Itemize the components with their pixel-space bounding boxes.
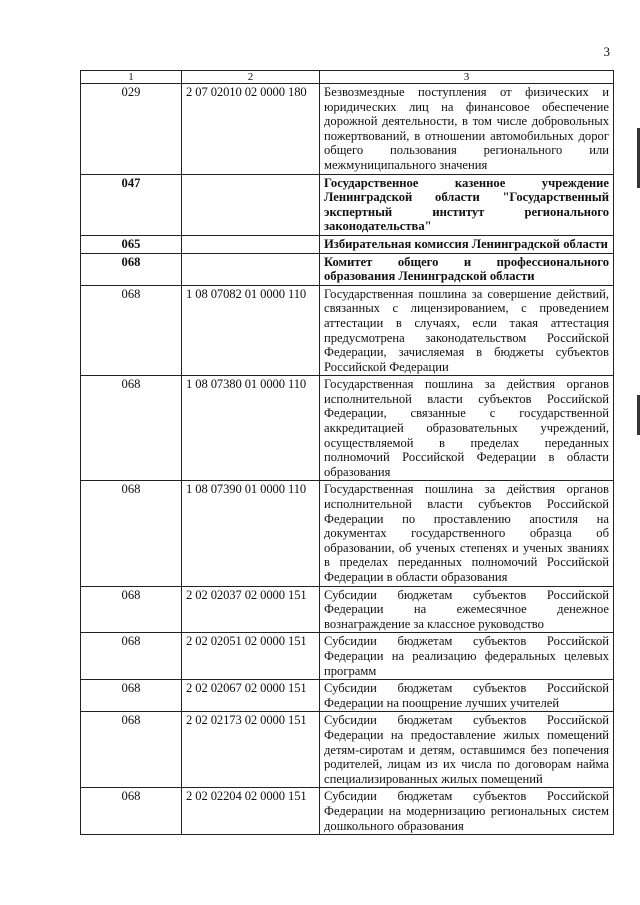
revenue-name-cell: Субсидии бюджетам субъектов Российской Федерации на реализацию федеральных целевых программ bbox=[320, 633, 614, 680]
table-row bbox=[81, 376, 614, 481]
admin-code-cell: 029 bbox=[81, 84, 182, 175]
revenue-name-cell: Субсидии бюджетам субъектов Российской Федерации на поощрение лучших учителей bbox=[320, 680, 614, 712]
budget-code-cell: 1 08 07082 01 0000 110 bbox=[182, 285, 320, 376]
budget-code-cell: 2 02 02037 02 0000 151 bbox=[182, 586, 320, 633]
column-header-name: 3 bbox=[320, 71, 614, 84]
revenue-name-cell: Субсидии бюджетам субъектов Российской Федерации на ежемесячное денежное вознаграждение за классное руководство bbox=[320, 586, 614, 633]
revenue-name-cell: Государственная пошлина за совершение действий, связанных с лицензированием, с проведением аттестации в случаях, если такая аттестация предусмотрена законодательством Российской Федерации, зачисляемая в бюджеты субъектов Российской Федерации bbox=[320, 285, 614, 376]
revenue-name-cell: Государственная пошлина за действия органов исполнительной власти субъектов Российской Федерации, связанные с государственной аккредитацией образовательных учреждений, осуществляемой в пределах переданных полномочий Российской Федерации в области образования bbox=[320, 376, 614, 481]
table-row bbox=[81, 788, 614, 835]
admin-code-cell: 068 bbox=[81, 586, 182, 633]
admin-code-cell: 068 bbox=[81, 633, 182, 680]
revenue-name-cell: Государственная пошлина за действия органов исполнительной власти субъектов Российской Федерации по проставлению апостиля на документах государственного образца об образовании, об ученых степенях и ученых званиях в пределах переданных полномочий Российской Федерации в области образования bbox=[320, 481, 614, 586]
budget-code-cell bbox=[182, 174, 320, 235]
column-header-admin: 1 bbox=[81, 71, 182, 84]
admin-code-cell: 047 bbox=[81, 174, 182, 235]
table-row bbox=[81, 680, 614, 712]
admin-code-cell: 068 bbox=[81, 680, 182, 712]
admin-code-cell: 068 bbox=[81, 712, 182, 788]
admin-code-cell: 068 bbox=[81, 788, 182, 835]
budget-code-cell: 2 02 02204 02 0000 151 bbox=[182, 788, 320, 835]
budget-code-cell: 2 07 02010 02 0000 180 bbox=[182, 84, 320, 175]
column-header-code: 2 bbox=[182, 71, 320, 84]
budget-code-cell: 1 08 07390 01 0000 110 bbox=[182, 481, 320, 586]
revenue-name-cell: Государственное казенное учреждение Ленинградской области "Государственный экспертный институт регионального законодательства" bbox=[320, 174, 614, 235]
budget-code-cell bbox=[182, 235, 320, 253]
table-row bbox=[81, 633, 614, 680]
budget-code-cell bbox=[182, 253, 320, 285]
revenue-name-cell: Субсидии бюджетам субъектов Российской Федерации на предоставление жилых помещений детям-сиротам и детям, оставшимся без попечения родителей, лицам из их числа по договорам найма специализированных жилых помещений bbox=[320, 712, 614, 788]
revenue-name-cell: Комитет общего и профессионального образования Ленинградской области bbox=[320, 253, 614, 285]
table-row-section bbox=[81, 253, 614, 285]
revenue-codes-table bbox=[80, 70, 614, 835]
admin-code-cell: 068 bbox=[81, 481, 182, 586]
revenue-name-cell: Избирательная комиссия Ленинградской области bbox=[320, 235, 614, 253]
table-row bbox=[81, 285, 614, 376]
table-row bbox=[81, 712, 614, 788]
table-row bbox=[81, 481, 614, 586]
table-row-section bbox=[81, 235, 614, 253]
budget-code-cell: 2 02 02051 02 0000 151 bbox=[182, 633, 320, 680]
admin-code-cell: 065 bbox=[81, 235, 182, 253]
table-row bbox=[81, 586, 614, 633]
budget-code-cell: 2 02 02067 02 0000 151 bbox=[182, 680, 320, 712]
page-number: 3 bbox=[603, 44, 610, 59]
table-row bbox=[81, 84, 614, 175]
table-row-section bbox=[81, 174, 614, 235]
admin-code-cell: 068 bbox=[81, 285, 182, 376]
budget-code-cell: 2 02 02173 02 0000 151 bbox=[182, 712, 320, 788]
revenue-name-cell: Безвозмездные поступления от физических и юридических лиц на финансовое обеспечение дорожной деятельности, в том числе добровольных пожертвований, в отношении автомобильных дорог общего пользования регионального или межмуниципального значения bbox=[320, 84, 614, 175]
table-header-row bbox=[81, 71, 614, 84]
admin-code-cell: 068 bbox=[81, 253, 182, 285]
budget-code-cell: 1 08 07380 01 0000 110 bbox=[182, 376, 320, 481]
revenue-name-cell: Субсидии бюджетам субъектов Российской Федерации на модернизацию региональных систем дошкольного образования bbox=[320, 788, 614, 835]
admin-code-cell: 068 bbox=[81, 376, 182, 481]
